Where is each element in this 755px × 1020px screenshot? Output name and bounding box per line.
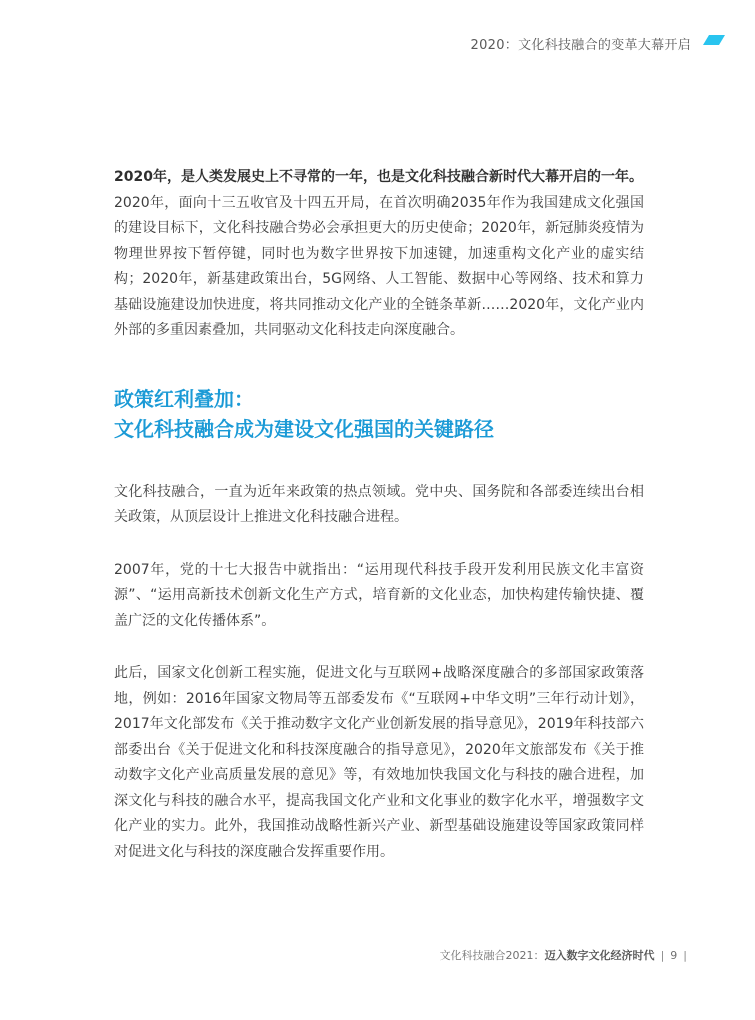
- body-paragraph-3: 此后，国家文化创新工程实施，促进文化与互联网+战略深度融合的多部国家政策落地，例如：2016年国家文物局等五部委发布《“互联网+中华文明”三年行动计划》，2017年文化部发布《关于推动数字文化产业创新发展的指导意见》，2019年科技部六部委出台《关于促进文化和科技深度融合的指导意见》，2020年文旅部发布《关于推动数字文化产业高质量发展的意见》等，有效地加快我国文化与科技的融合进程，加深文化与科技的融合水平，提高我国文化产业和文化事业的数字化水平，增强数字文化产业的实力。此外，我国推动战略性新兴产业、新型基础设施建设等国家政策同样对促进文化与科技的深度融合发挥重要作用。: [114, 665, 644, 860]
- section-title: 政策红利叠加：: [114, 386, 254, 411]
- intro-paragraph: [114, 165, 644, 344]
- footer-report-subtitle: 迈入数字文化经济时代: [544, 949, 655, 962]
- main-content: [114, 165, 644, 892]
- footer-report-title: 文化科技融合2021：: [439, 949, 545, 962]
- page-footer: [440, 947, 693, 963]
- section-subtitle: 文化科技融合成为建设文化强国的关键路径: [114, 416, 494, 441]
- footer-divider-end: |: [683, 949, 687, 962]
- body-paragraph-2: 2007年，党的十七大报告中就指出：“运用现代科技手段开发利用民族文化丰富资源”、“运用高新技术创新文化生产方式，培育新的文化业态，加快构建传输快捷、覆盖广泛的文化传播体系”。: [114, 561, 644, 629]
- page-number: 9: [670, 949, 678, 962]
- intro-lead: 2020年，是人类发展史上不寻常的一年，也是文化科技融合新时代大幕开启的一年。: [114, 169, 643, 185]
- footer-divider: |: [660, 949, 665, 962]
- intro-body: 2020年，面向十三五收官及十四五开局，在首次明确2035年作为我国建成文化强国的建设目标下，文化科技融合势必会承担更大的历史使命；2020年，新冠肺炎疫情为物理世界按下暂停键，同时也为数字世界按下加速键，加速重构文化产业的虚实结构；2020年，新基建政策出台，5G网络、人工智能、数据中心等网络、技术和算力基础设施建设加快进度，将共同推动文化产业的全链条革新……2020年，文化产业内外部的多重因素叠加，共同驱动文化科技走向深度融合。: [114, 194, 644, 338]
- running-header: 2020：文化科技融合的变革大幕开启: [470, 38, 691, 53]
- header-accent-shape: [703, 35, 725, 45]
- body-paragraph-1: 文化科技融合，一直为近年来政策的热点领域。党中央、国务院和各部委连续出台相关政策，从顶层设计上推进文化科技融合进程。: [114, 483, 644, 525]
